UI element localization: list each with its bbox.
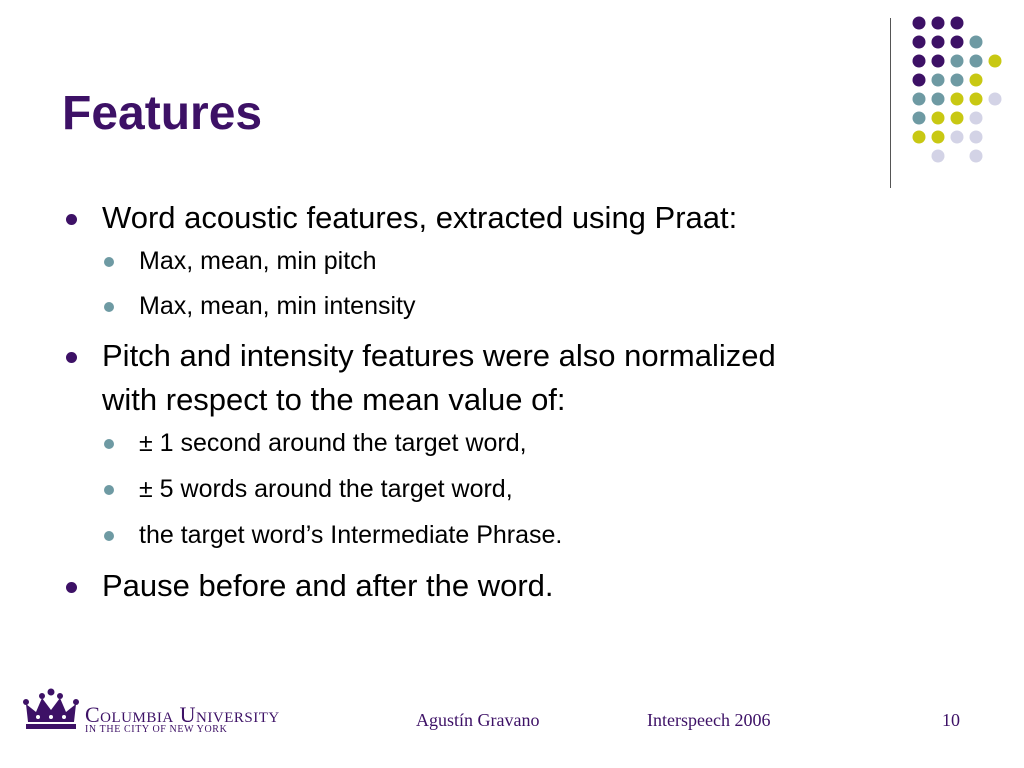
slide-title: Features [62,87,263,140]
decorative-dot [970,131,983,144]
decorative-dot [913,112,926,125]
decorative-dot [989,55,1002,68]
slide-content [62,196,962,612]
bullet-2-text-line1: Pitch and intensity features were also normalized [102,338,776,373]
footer-conference: Interspeech 2006 [647,710,771,730]
sub-bullet-2-2-text: ± 5 words around the target word, [139,475,513,503]
decorative-dot [989,93,1002,106]
decorative-dot [951,93,964,106]
decorative-dot [970,36,983,49]
sub-bullet-dot [104,485,114,495]
bullet-1 [62,196,962,240]
decorative-dot [932,150,945,163]
bullet-dot [66,214,77,225]
decorative-dot [970,150,983,163]
sub-bullet-dot [104,531,114,541]
bullet-dot [66,352,77,363]
decorative-dot [932,74,945,87]
sub-bullet-1-2-text: Max, mean, min intensity [139,292,416,320]
decorative-dot [932,131,945,144]
decorative-dot [970,112,983,125]
sub-bullet-2-3-text: the target word’s Intermediate Phrase. [139,521,563,549]
sub-bullet-2-3 [62,518,962,552]
decorative-dot [932,17,945,30]
decorative-dot [913,131,926,144]
decorative-dot [951,131,964,144]
sub-bullet-1-2 [62,289,962,323]
divider-line [890,18,891,188]
university-name: Columbia University [85,702,280,727]
sub-bullet-2-1 [62,426,962,460]
university-subtitle: IN THE CITY OF NEW YORK [85,724,228,735]
bullet-dot [66,582,77,593]
decorative-dot [932,36,945,49]
decorative-dot [913,74,926,87]
sub-bullet-2-2 [62,472,962,506]
bullet-1-text: Word acoustic features, extracted using Praat: [102,200,738,235]
sub-bullet-dot [104,302,114,312]
decorative-dot [970,55,983,68]
decorative-dot [970,93,983,106]
decorative-dot [913,55,926,68]
bullet-3 [62,564,962,608]
sub-bullet-1-1-text: Max, mean, min pitch [139,247,377,275]
decorative-dot [932,55,945,68]
footer-author: Agustín Gravano [416,710,540,730]
decorative-dot [951,36,964,49]
footer-page-number: 10 [942,710,960,730]
bullet-3-text: Pause before and after the word. [102,568,554,603]
decorative-dot [951,55,964,68]
decorative-dot [913,36,926,49]
decorative-dot [951,112,964,125]
bullet-2 [62,334,962,422]
sub-bullet-dot [104,257,114,267]
decorative-dot [970,74,983,87]
decorative-dot [913,17,926,30]
decorative-dot [951,74,964,87]
decorative-dot [932,93,945,106]
sub-bullet-dot [104,439,114,449]
sub-bullet-1-1 [62,244,962,278]
decorative-dot [913,93,926,106]
decorative-dot [951,17,964,30]
bullet-2-text-line2: with respect to the mean value of: [102,382,566,417]
decorative-dot [932,112,945,125]
sub-bullet-2-1-text: ± 1 second around the target word, [139,429,527,457]
